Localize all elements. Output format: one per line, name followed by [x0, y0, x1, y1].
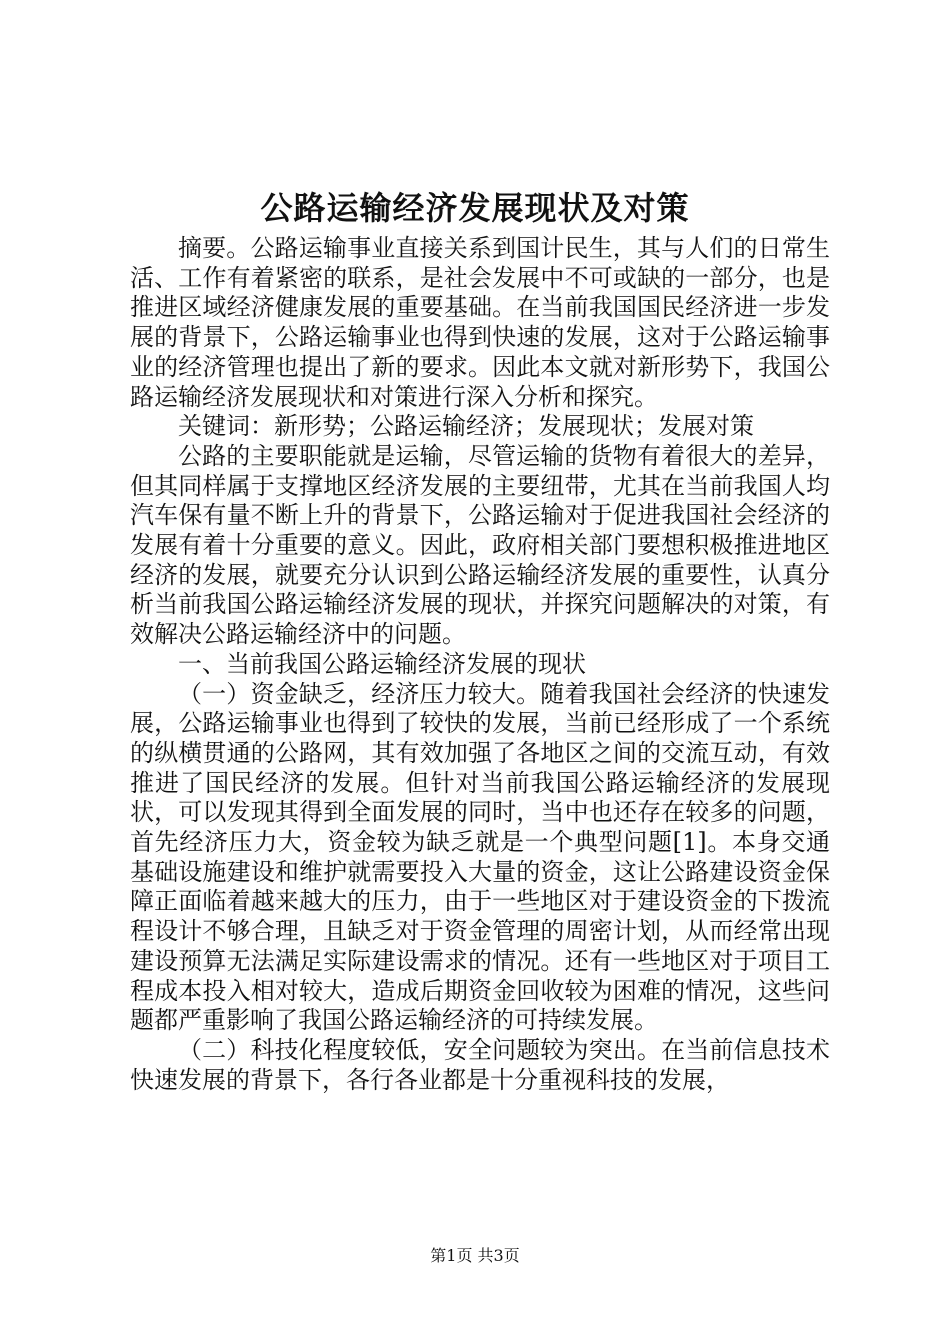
intro-paragraph: 公路的主要职能就是运输，尽管运输的货物有着很大的差异，但其同样属于支撑地区经济发展的主要纽带，尤其在当前我国人均汽车保有量不断上升的背景下，公路运输对于促进我国社会经济的发展有着十分重要的意义。因此，政府相关部门要想积极推进地区经济的发展，就要充分认识到公路运输经济发展的重要性，认真分析当前我国公路运输经济发展的现状，并探究问题解决的对策，有效解决公路运输经济中的问题。 [130, 441, 830, 649]
subsection-one-paragraph: （一）资金缺乏，经济压力较大。随着我国社会经济的快速发展，公路运输事业也得到了较快的发展，当前已经形成了一个系统的纵横贯通的公路网，其有效加强了各地区之间的交流互动，有效推进了国民经济的发展。但针对当前我国公路运输经济的发展现状，可以发现其得到全面发展的同时，当中也还存在较多的问题，首先经济压力大，资金较为缺乏就是一个典型问题[1]。本身交通基础设施建设和维护就需要投入大量的资金，这让公路建设资金保障正面临着越来越大的压力，由于一些地区对于建设资金的下拨流程设计不够合理，且缺乏对于资金管理的周密计划，从而经常出现建设预算无法满足实际建设需求的情况。还有一些地区对于项目工程成本投入相对较大，造成后期资金回收较为困难的情况，这些问题都严重影响了我国公路运输经济的可持续发展。 [130, 679, 830, 1035]
page-footer: 第1页 共3页 [430, 1246, 520, 1265]
subsection-two-paragraph: （二）科技化程度较低，安全问题较为突出。在当前信息技术快速发展的背景下，各行各业都是十分重视科技的发展， [130, 1035, 830, 1094]
document-title: 公路运输经济发展现状及对策 [260, 189, 690, 227]
abstract-paragraph: 摘要。公路运输事业直接关系到国计民生，其与人们的日常生活、工作有着紧密的联系，是社会发展中不可或缺的一部分，也是推进区域经济健康发展的重要基础。在当前我国国民经济进一步发展的背景下，公路运输事业也得到快速的发展，这对于公路运输事业的经济管理也提出了新的要求。因此本文就对新形势下，我国公路运输经济发展现状和对策进行深入分析和探究。 [130, 234, 830, 411]
section-heading: 一、当前我国公路运输经济发展的现状 [178, 649, 586, 678]
keywords-paragraph: 关键词：新形势；公路运输经济；发展现状；发展对策 [178, 412, 754, 441]
document-body [130, 234, 830, 1095]
